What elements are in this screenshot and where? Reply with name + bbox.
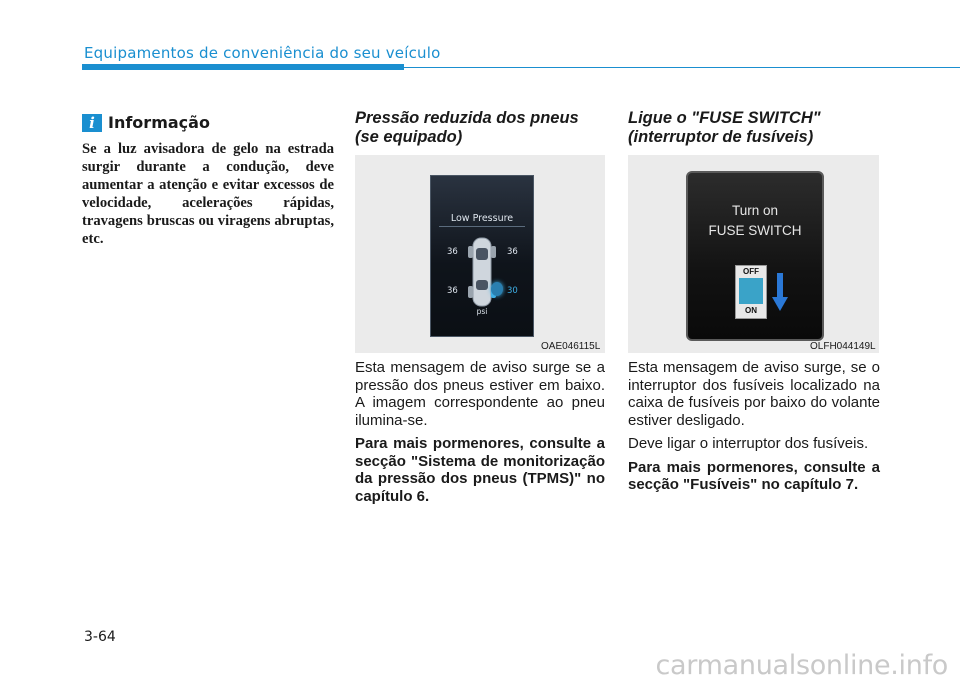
fuse-switch-off-label: OFF [743,267,759,276]
fuse-heading-line1: Ligue o "FUSE SWITCH" [628,109,821,127]
pressure-heading-line1: Pressão reduzida dos pneus [355,109,579,127]
fuse-paragraph-1: Esta mensagem de aviso surge, se o interruptor dos fusíveis localizado na caixa de fusíveis por baixo do volante estiver desligado. [628,359,880,429]
fuse-paragraph-3: Para mais pormenores, consulte a secção "Fusíveis" no capítulo 7. [628,458,880,493]
fuse-paragraph-2: Deve ligar o interruptor dos fusíveis. [628,435,869,452]
fuse-switch-on-label: ON [745,306,757,315]
low-pressure-figure [355,155,605,353]
fuse-message-line1: Turn on [731,203,779,218]
display-divider [439,226,525,227]
car-top-view-icon [467,234,497,310]
page-number: 3-64 [84,629,116,645]
fuse-switch-figure [628,155,879,353]
pressure-body [355,359,605,511]
header-accent-bar [82,64,404,70]
instrument-cluster-display [430,175,534,337]
info-heading-row [82,113,210,132]
fuse-figure-caption: OLFH044149L [810,341,876,352]
info-heading: Informação [108,113,210,132]
header-rule [404,67,960,68]
low-tire-warning-icon [491,282,503,296]
pressure-unit: psi [476,307,488,316]
pressure-paragraph-2: Para mais pormenores, consulte a secção "Sistema de monitorização da pressão dos pneus (TPMS)" no capítulo 6. [355,435,605,505]
tire-pressure-rear-right: 30 [507,286,518,296]
info-icon: i [82,114,102,132]
fuse-message-line2: FUSE SWITCH [708,223,802,238]
arrow-down-icon [772,273,788,313]
tire-pressure-front-left: 36 [447,247,458,257]
pressure-paragraph-1: Esta mensagem de aviso surge se a pressão dos pneus estiver em baixo. A imagem correspondente ao pneu ilumina-se. [355,359,605,429]
fuse-heading-line2: (interruptor de fusíveis) [628,128,814,146]
tire-pressure-rear-left: 36 [447,286,458,296]
pressure-heading [355,109,605,147]
pressure-heading-line2: (se equipado) [355,128,463,146]
tire-pressure-front-right: 36 [507,247,518,257]
info-body: Se a luz avisadora de gelo na estrada surgir durante a condução, deve aumentar a atenção e evitar excessos de velocidade, acelerações rápidas, travagens bruscas ou viragens abruptas, etc. [82,141,334,247]
fuse-heading [628,109,880,147]
section-header-title: Equipamentos de conveniência do seu veículo [84,44,441,62]
fuse-switch-icon [735,265,767,319]
low-pressure-title: Low Pressure [450,213,514,224]
fuse-body [628,359,880,500]
pressure-figure-caption: OAE046115L [541,341,601,352]
watermark-text: carmanualsonline.info [655,650,948,681]
fuse-switch-lever [739,278,763,304]
fuse-switch-display [686,171,824,341]
